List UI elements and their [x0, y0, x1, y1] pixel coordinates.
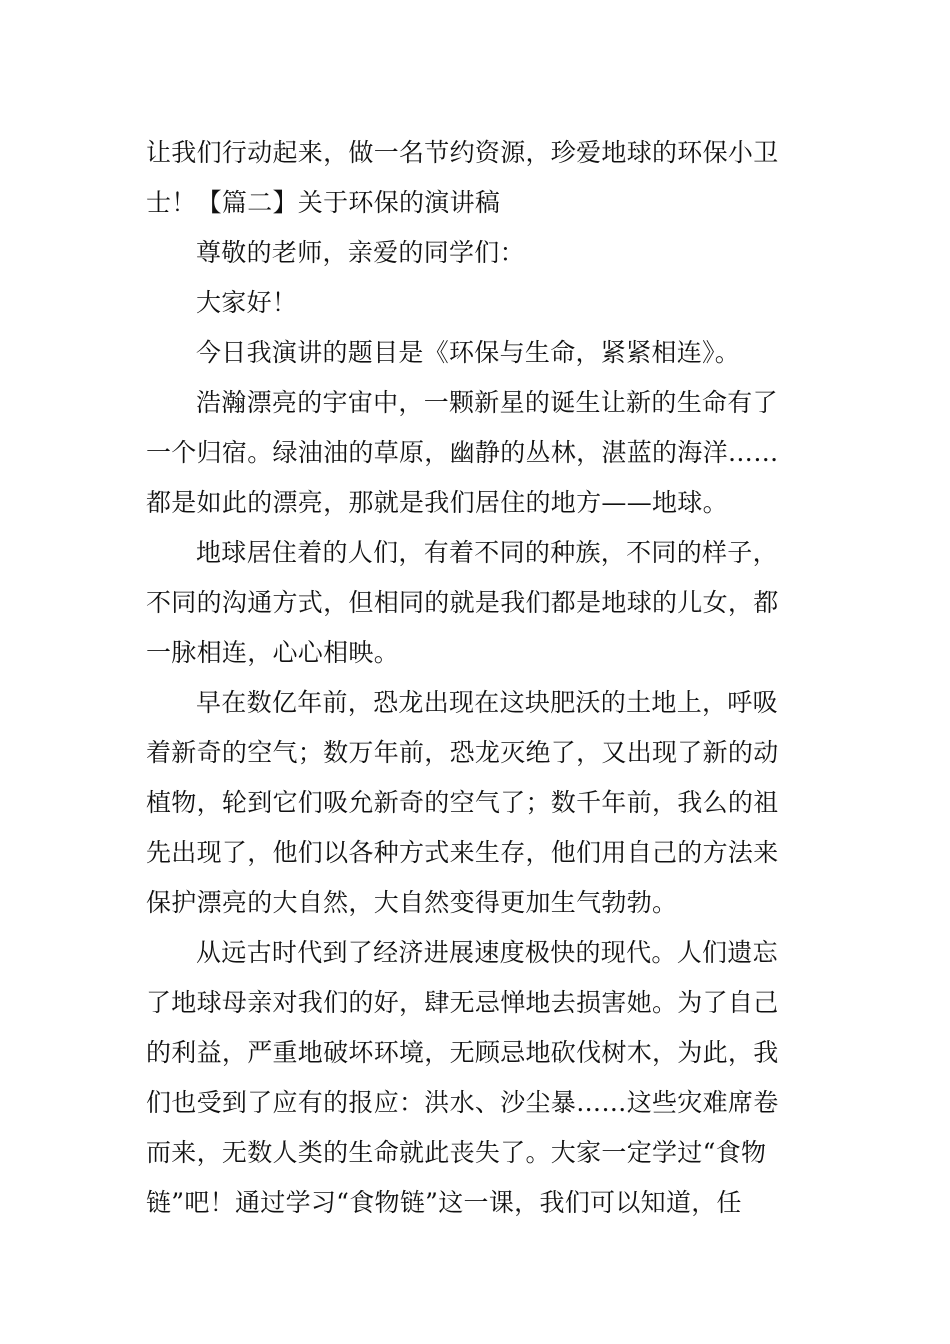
text-line: 一脉相连，心心相映。 — [146, 638, 400, 667]
text-line: 早在数亿年前，恐龙出现在这块肥沃的土地上，呼吸 — [196, 688, 778, 717]
text-line: 一个归宿。绿油油的草原，幽静的丛林，湛蓝的海洋…… — [146, 438, 779, 467]
text-line: 保护漂亮的大自然，大自然变得更加生气勃勃。 — [146, 888, 678, 917]
speech-topic: 今日我演讲的题目是《环保与生命，紧紧相连》。 — [196, 338, 741, 367]
greeting: 大家好！ — [196, 288, 298, 317]
text-line: 植物，轮到它们吸允新奇的空气了；数千年前，我么的祖 — [146, 788, 779, 817]
document-page — [146, 128, 808, 1228]
text-line: 链”吧！通过学习“食物链”这一课，我们可以知道，任 — [146, 1188, 742, 1217]
text-line: 都是如此的漂亮，那就是我们居住的地方——地球。 — [146, 488, 728, 517]
text-line: 浩瀚漂亮的宇宙中，一颗新星的诞生让新的生命有了 — [196, 388, 778, 417]
text-line: 了地球母亲对我们的好，肆无忌惮地去损害她。为了自己 — [146, 988, 779, 1017]
text-line: 士！【篇二】关于环保的演讲稿 — [146, 188, 501, 217]
text-line: 从远古时代到了经济进展速度极快的现代。人们遗忘 — [196, 938, 778, 967]
text-line: 让我们行动起来，做一名节约资源，珍爱地球的环保小卫 — [146, 138, 779, 167]
text-line: 着新奇的空气；数万年前，恐龙灭绝了，又出现了新的动 — [146, 738, 779, 767]
text-line: 先出现了，他们以各种方式来生存，他们用自己的方法来 — [146, 838, 779, 867]
text-line: 们也受到了应有的报应：洪水、沙尘暴……这些灾难席卷 — [146, 1088, 779, 1117]
text-line: 不同的沟通方式，但相同的就是我们都是地球的儿女，都 — [146, 588, 779, 617]
text-line: 的利益，严重地破坏环境，无顾忌地砍伐树木，为此，我 — [146, 1038, 779, 1067]
text-line: 而来，无数人类的生命就此丧失了。大家一定学过“食物 — [146, 1138, 767, 1167]
salutation: 尊敬的老师，亲爱的同学们： — [196, 238, 525, 267]
text-line: 地球居住着的人们，有着不同的种族，不同的样子， — [196, 538, 778, 567]
